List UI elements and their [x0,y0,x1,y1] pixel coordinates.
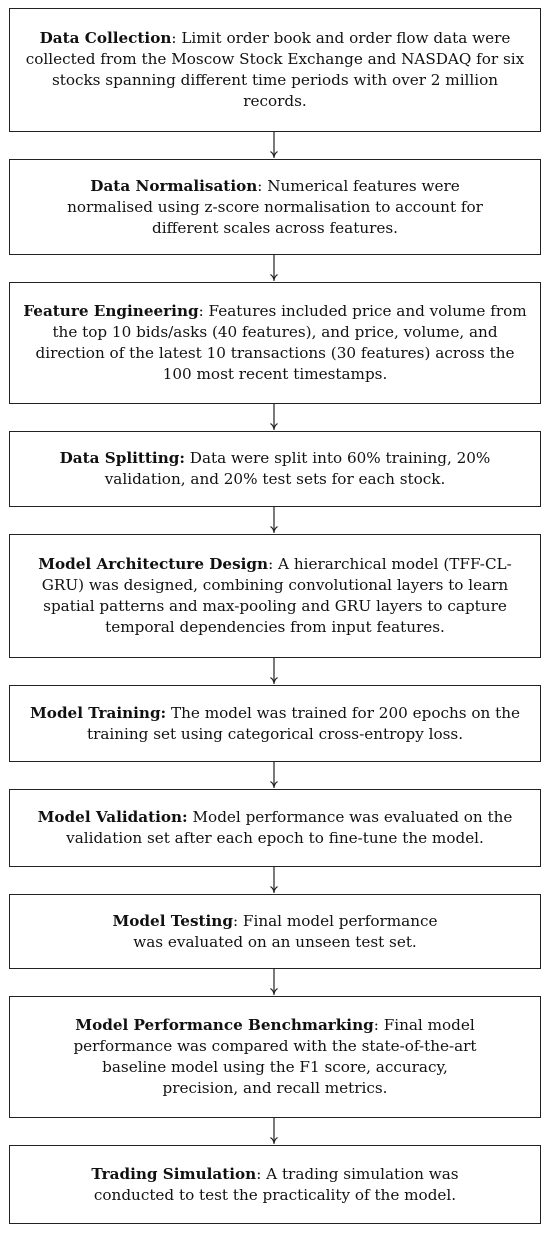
step-title: Model Testing [112,911,233,930]
step-title: Model Validation: [37,808,188,826]
arrow-down-icon [274,132,276,159]
step-title: Data Normalisation [90,176,258,195]
step-separator: : [171,29,177,47]
step-text [22,807,528,849]
step-separator: : [232,911,239,930]
step-separator: : [373,1016,379,1034]
step-description: The model was trained for 200 epochs on the training set using categorical cross-entropy loss. [86,703,520,743]
arrow-down-icon [274,969,276,996]
step-box-model-testing [9,894,541,969]
step-box-trading-simulation [9,1145,541,1224]
arrow-down-icon [274,404,276,431]
step-text [64,1015,486,1099]
step-box-data-splitting [9,431,541,507]
step-separator: : [268,555,274,573]
step-text [56,176,494,239]
step-description: Final model performance was evaluated on an unseen test set. [133,911,438,951]
arrow-down-icon [274,507,276,534]
step-text [64,1164,486,1206]
arrow-down-icon [274,255,276,282]
step-description: Features included price and volume from the top 10 bids/asks (40 features), and price, volume, and direction of the latest 10 transactions (30 features) across the 100 most recent timestamps. [35,302,527,383]
step-box-data-normalisation [9,159,541,255]
arrow-down-icon [274,762,276,789]
step-box-model-validation [9,789,541,867]
step-description: Model performance was evaluated on the validation set after each epoch to fine-tune the model. [66,808,513,847]
step-separator: : [257,176,263,195]
step-text [22,301,528,385]
step-text [40,448,510,490]
step-title: Feature Engineering [23,302,199,320]
step-box-model-training [9,685,541,762]
arrow-down-icon [274,658,276,685]
step-description: Final model performance was compared with the state-of-the-art baseline model using the F1 score, accuracy, precision, and recall metrics. [73,1016,477,1097]
step-description: A hierarchical model (TFF-CL-GRU) was designed, combining convolutional layers to learn spatial patterns and max-pooling and GRU layers to capture temporal dependencies from input features. [41,555,512,636]
arrow-down-icon [274,1118,276,1145]
step-title: Data Collection [39,29,172,47]
step-text [100,911,450,953]
step-separator: : [198,302,204,320]
step-title: Model Architecture Design [38,555,269,573]
arrow-down-icon [274,867,276,894]
step-description: Limit order book and order flow data were collected from the Moscow Stock Exchange and NASDAQ for six stocks spanning different time periods with over 2 million records. [25,29,525,110]
step-text [22,554,528,638]
step-text [22,28,528,112]
step-title: Trading Simulation [91,1164,257,1183]
step-text [22,703,528,745]
step-title: Data Splitting: [59,449,185,467]
step-box-model-performance-benchmarking [9,996,541,1118]
step-description: Numerical features were normalised using z-score normalisation to account for different scales across features. [67,176,483,237]
step-box-feature-engineering [9,282,541,404]
step-title: Model Training: [30,703,167,722]
step-separator: : [256,1164,262,1183]
step-box-model-architecture-design [9,534,541,658]
step-box-data-collection [9,8,541,132]
step-title: Model Performance Benchmarking [75,1016,374,1034]
step-description: Data were split into 60% training, 20% validation, and 20% test sets for each stock. [104,449,491,488]
step-description: A trading simulation was conducted to test the practicality of the model. [93,1164,459,1204]
